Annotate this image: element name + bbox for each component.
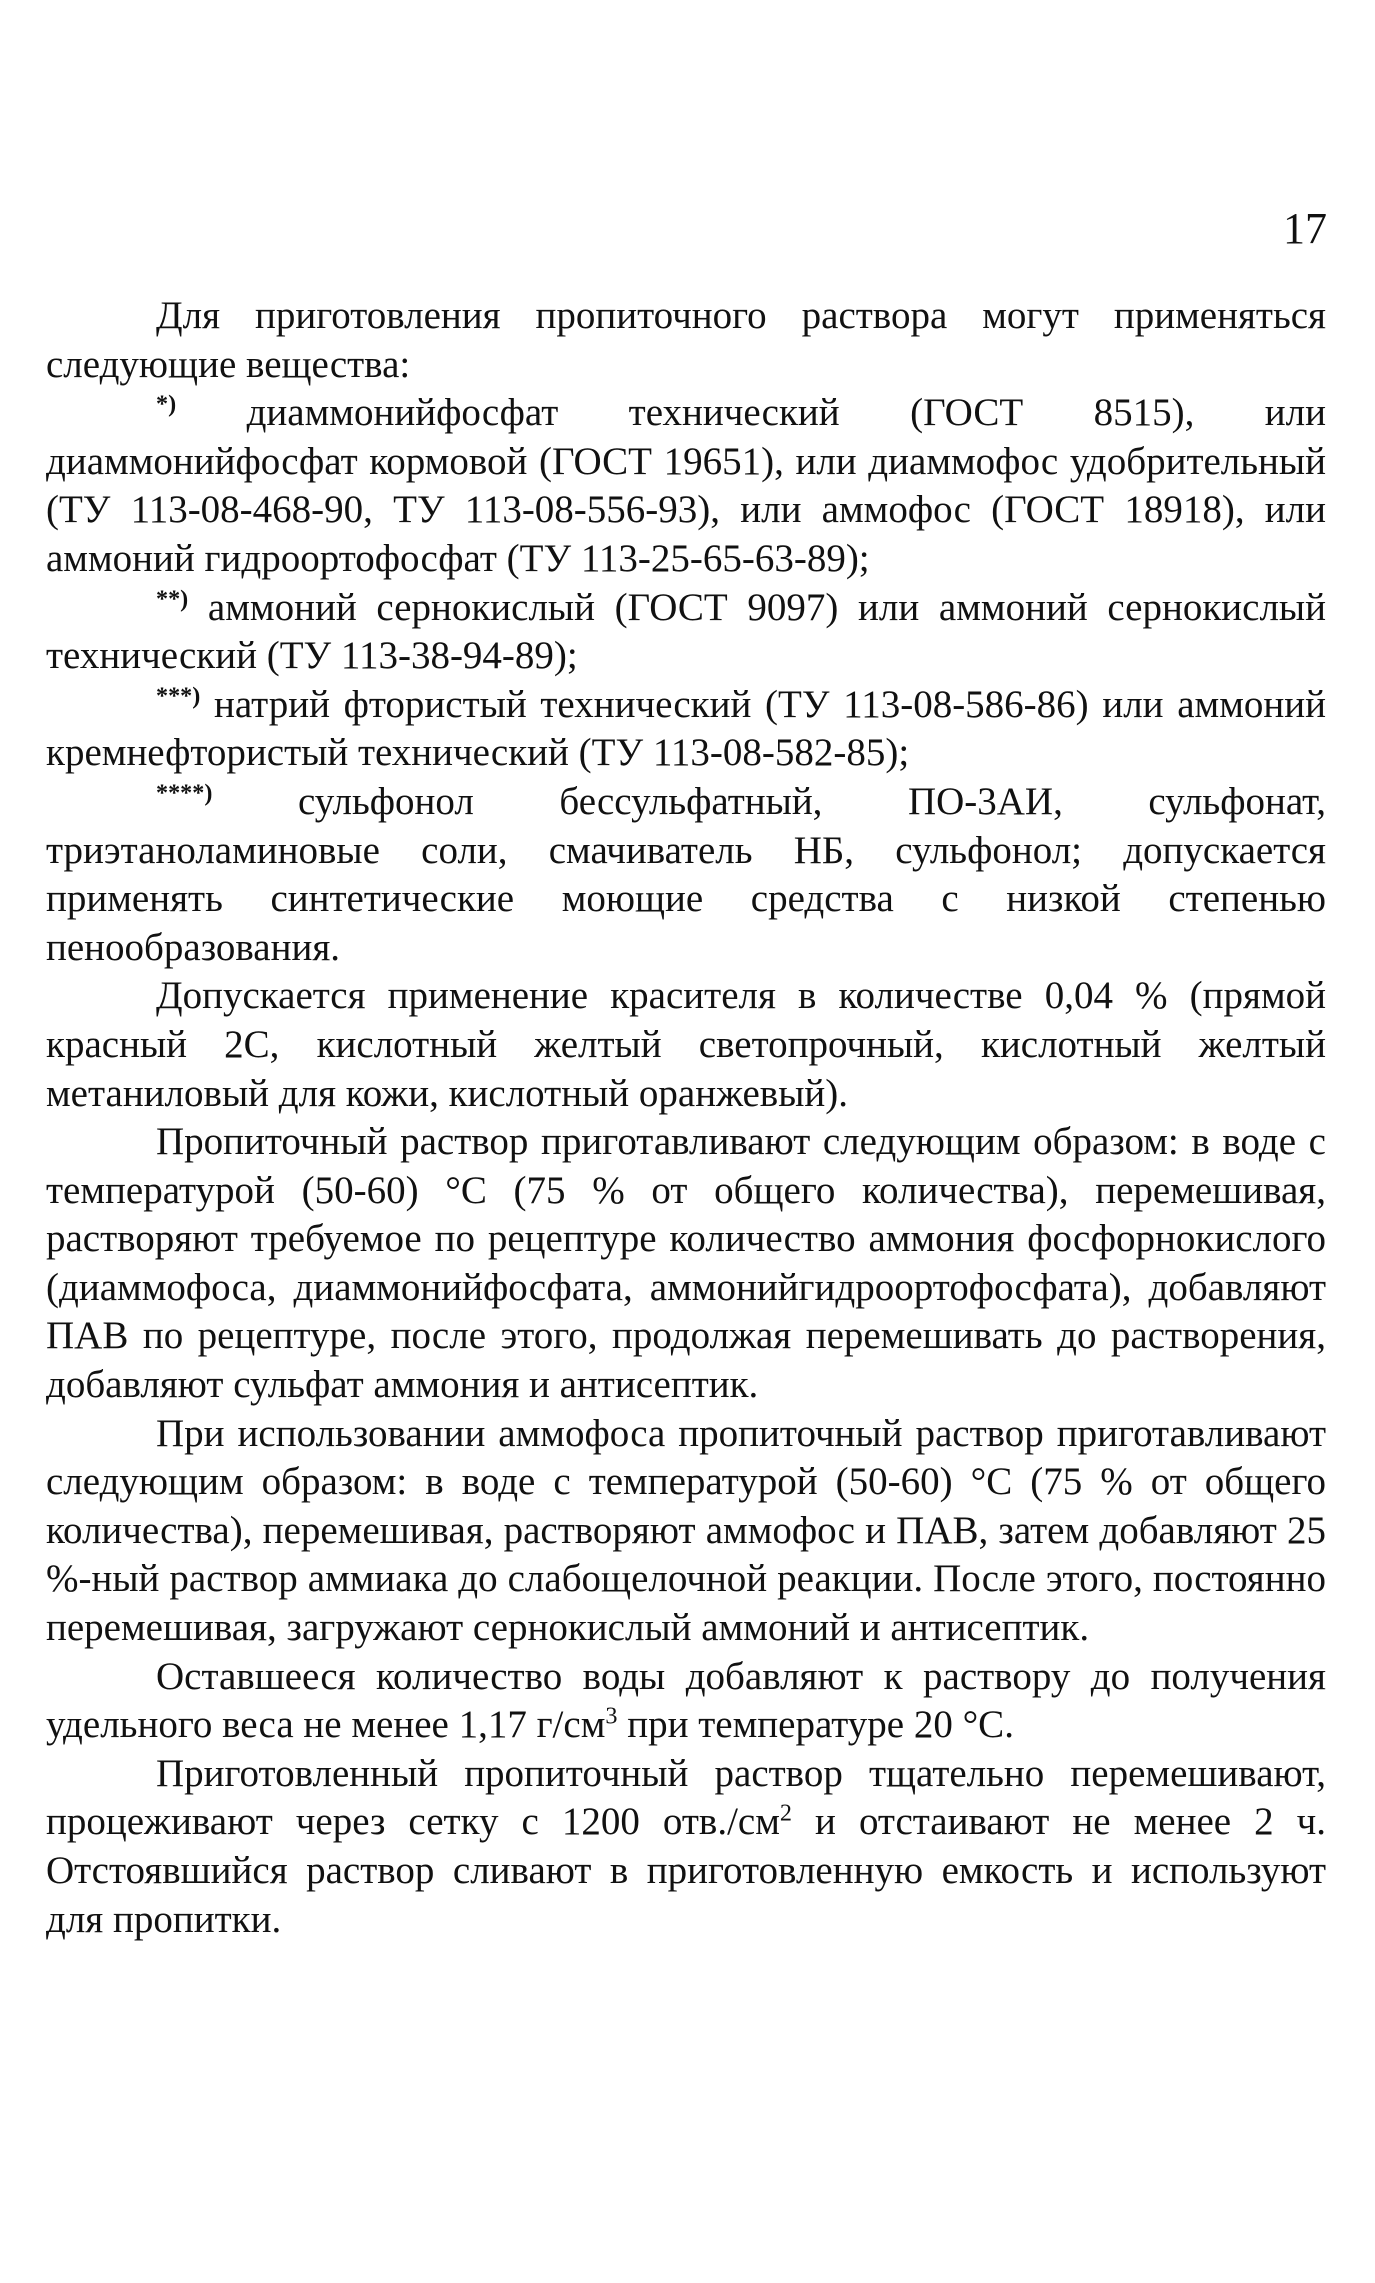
paragraph-footnote-2 xyxy=(46,584,1326,681)
paragraph-text: Оставшееся количество воды добавляют к раствору до получения удельного веса не менее 1,17 г/см xyxy=(46,1654,1326,1747)
paragraph-text: сульфонол бессульфатный, ПО-3АИ, сульфонат, триэтаноламиновые соли, смачиватель НБ, сульфонол; допускается применять синтетические моющие средства с низкой степенью пенообразования. xyxy=(46,779,1327,969)
paragraph-text: При использовании аммофоса пропиточный раствор приготавливают следующим образом: в воде с температурой (50-60) °С (75 % от общего количества), перемешивая, растворяют аммофос и ПАВ, затем добавляют 25 %-ный раствор аммиака до слабощелочной реакции. После этого, постоянно перемешивая, загружают сернокислый аммоний и антисептик. xyxy=(46,1411,1326,1650)
paragraph-preparation xyxy=(46,1118,1326,1410)
paragraph-text: Для приготовления пропиточного раствора могут применяться следующие вещества: xyxy=(46,294,1326,386)
superscript: 3 xyxy=(605,1702,618,1730)
paragraph-footnote-3 xyxy=(46,681,1326,778)
paragraph-text: при температуре 20 °С. xyxy=(617,1703,1014,1747)
paragraph-text: диаммонийфосфат технический (ГОСТ 8515), или диаммонийфосфат кормовой (ГОСТ 19651), или диаммофос удобрительный (ТУ 113-08-468-90, ТУ 113-08-556-93), или аммофос (ГОСТ 18918), или аммоний гидроортофосфат (ТУ 113-25-65-63-89); xyxy=(46,391,1326,580)
page-number: 17 xyxy=(1283,204,1327,253)
paragraph-ammophos xyxy=(46,1410,1326,1653)
footnote-marker: *) xyxy=(156,390,177,418)
paragraph-footnote-1 xyxy=(46,389,1326,583)
paragraph-text: Пропиточный раствор приготавливают следующим образом: в воде с температурой (50-60) °С (75 % от общего количества), перемешивая, растворяют требуемое по рецептуре количество аммония фосфорнокислого (диаммофоса, диаммонийфосфата, аммонийгидроортофосфата), добавляют ПАВ по рецептуре, после этого, продолжая перемешивать до растворения, добавляют сульфат аммония и антисептик. xyxy=(46,1120,1326,1407)
paragraph-intro xyxy=(46,292,1326,389)
superscript: 2 xyxy=(779,1800,792,1828)
paragraph-text: и отстаивают не менее 2 ч. Отстоявшийся раствор сливают в приготовленную емкость и используют для пропитки. xyxy=(46,1800,1326,1941)
paragraph-density xyxy=(46,1653,1326,1750)
paragraph-dye xyxy=(46,972,1326,1118)
footnote-marker: ****) xyxy=(156,779,213,807)
footnote-marker: ***) xyxy=(156,682,201,710)
paragraph-text: аммоний сернокислый (ГОСТ 9097) или аммоний сернокислый технический (ТУ 113-38-94-89); xyxy=(46,585,1326,678)
body-text xyxy=(46,292,1326,1944)
paragraph-text: натрий фтористый технический (ТУ 113-08-586-86) или аммоний кремнефтористый технический (ТУ 113-08-582-85); xyxy=(46,682,1327,775)
paragraph-final xyxy=(46,1750,1326,1944)
paragraph-footnote-4 xyxy=(46,778,1326,972)
paragraph-text: Допускается применение красителя в количестве 0,04 % (прямой красный 2С, кислотный желтый светопрочный, кислотный желтый метаниловый для кожи, кислотный оранжевый). xyxy=(46,974,1326,1115)
footnote-marker: **) xyxy=(156,585,189,613)
paragraph-text: Приготовленный пропиточный раствор тщательно перемешивают, процеживают через сетку с 1200 отв./см xyxy=(46,1751,1326,1844)
